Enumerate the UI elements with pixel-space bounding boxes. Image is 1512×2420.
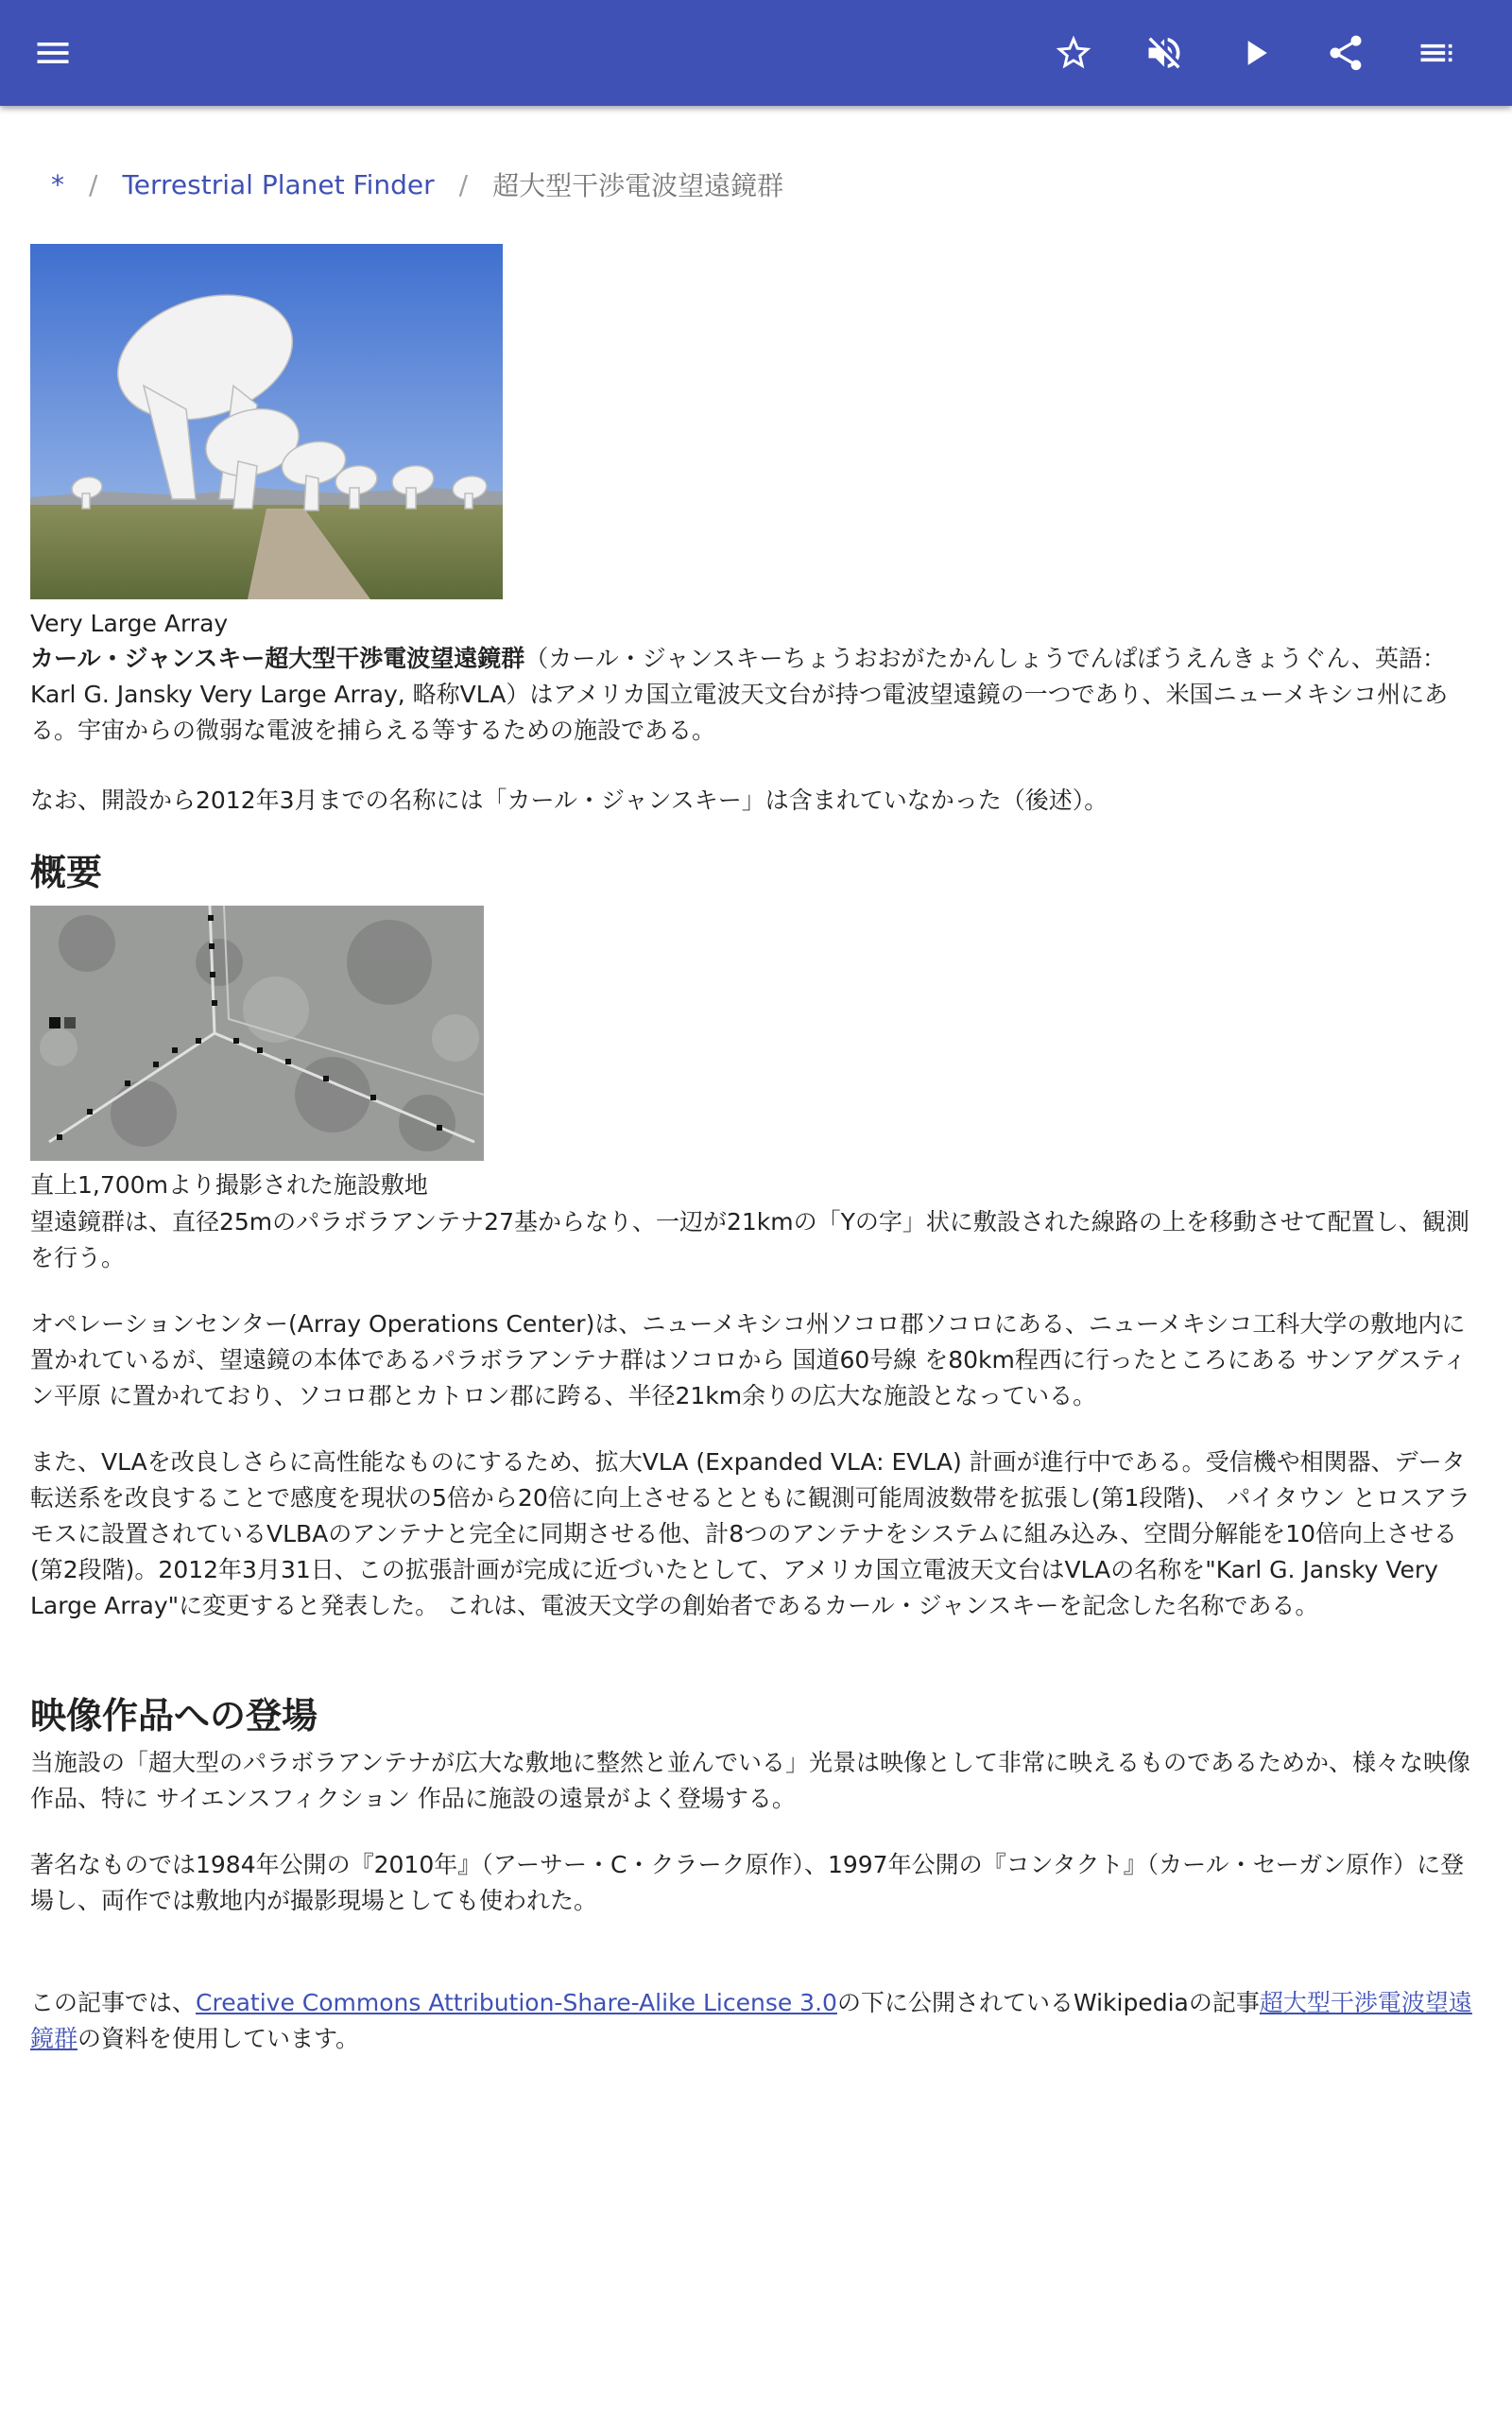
attribution-paragraph bbox=[30, 1985, 1486, 2057]
volume-off-icon bbox=[1143, 32, 1185, 74]
breadcrumb-home-link[interactable]: * bbox=[51, 168, 64, 200]
attribution-suffix: の資料を使用しています。 bbox=[77, 2025, 360, 2052]
menu-button[interactable] bbox=[26, 26, 79, 79]
bookmark-button[interactable] bbox=[1047, 26, 1100, 79]
breadcrumb-separator: / bbox=[458, 168, 469, 200]
breadcrumb-current: 超大型干渉電波望遠鏡群 bbox=[492, 170, 784, 201]
article-title-bold: カール・ジャンスキー超大型干渉電波望遠鏡群 bbox=[30, 645, 525, 672]
table-of-contents-icon bbox=[1416, 32, 1457, 74]
figure-caption: 直上1,700mより撮影された施設敷地 bbox=[30, 1171, 428, 1199]
star-outline-icon bbox=[1053, 32, 1094, 74]
share-icon bbox=[1325, 32, 1366, 74]
media-paragraph-2: 著名なものでは1984年公開の『2010年』（アーサー・C・クラーク原作）、1997年公開の『コンタクト』（カール・セーガン原作）に登場し、両作では敷地内が撮影現場としても使われた。 bbox=[30, 1851, 1465, 1914]
attribution-middle: の下に公開されているWikipediaの記事 bbox=[836, 1989, 1260, 2016]
breadcrumb bbox=[30, 151, 1486, 217]
section-heading-overview: 概要 bbox=[30, 852, 103, 893]
share-button[interactable] bbox=[1319, 26, 1372, 79]
mute-button[interactable] bbox=[1138, 26, 1191, 79]
overview-paragraph-3: また、VLAを改良しさらに高性能なものにするため、拡大VLA (Expanded VLA: EVLA) 計画が進行中である。受信機や相関器、データ転送系を改良することで感度を現状の5倍から20倍に向上させるとともに観測可能周波数帯を拡張し(第1段階)、 パイタウン とロスアラモスに設置されているVLBAのアンテナと完全に同期させる他、計8つのアンテナをシステムに組み込み、空間分解能を10倍向上させる(第2段階)。2012年3月31日、この拡張計画が完成に近づいたとして、アメリカ国立電波天文台はVLAの名称を"Karl G. Jansky Very Large Array"に変更すると発表した。 これは、電波天文学の創始者であるカール・ジャンスキーを記念した名称である。 bbox=[30, 1448, 1471, 1619]
breadcrumb-parent-link[interactable]: Terrestrial Planet Finder bbox=[122, 168, 435, 200]
hamburger-menu-icon bbox=[32, 32, 74, 74]
intro-text: （カール・ジャンスキーちょうおおがたかんしょうでんぱぼうえんきょうぐん、英語：Karl G. Jansky Very Large Array, 略称VLA）はアメリカ国立電波天文台が持つ電波望遠鏡の一つであり、米国ニューメキシコ州にある。宇宙からの微弱な電波を捕らえる等するための施設である。 bbox=[30, 645, 1449, 744]
overview-paragraph-2: オペレーションセンター(Array Operations Center)は、ニューメキシコ州ソコロ郡ソコロにある、ニューメキシコ工科大学の敷地内に置かれているが、望遠鏡の本体であるパラボラアンテナ群はソコロから 国道60号線 を80km程西に行ったところにある サンアグスティン平原 に置かれており、ソコロ郡とカトロン郡に跨る、半径21km余りの広大な施設となっている。 bbox=[30, 1310, 1468, 1409]
app-bar bbox=[0, 0, 1512, 106]
license-link[interactable]: Creative Commons Attribution-Share-Alike License 3.0 bbox=[196, 1989, 837, 2016]
intro-note-paragraph: なお、開設から2012年3月までの名称には「カール・ジャンスキー」は含まれていなかった（後述）。 bbox=[30, 786, 1108, 814]
intro-paragraph bbox=[30, 641, 1486, 749]
vla-antenna-photo[interactable] bbox=[30, 244, 503, 599]
aerial-site-photo[interactable] bbox=[30, 906, 484, 1161]
attribution-prefix: この記事では、 bbox=[30, 1989, 197, 2016]
source-article-link[interactable]: 超大型干渉電波望遠鏡群 bbox=[30, 1989, 1472, 2052]
overview-paragraph-1: 望遠鏡群は、直径25mのパラボラアンテナ27基からなり、一辺が21kmの「Yの字」状に敷設された線路の上を移動させて配置し、観測を行う。 bbox=[30, 1208, 1469, 1271]
play-icon bbox=[1234, 32, 1276, 74]
table-of-contents-button[interactable] bbox=[1410, 26, 1463, 79]
breadcrumb-separator: / bbox=[89, 168, 98, 200]
figure-caption: Very Large Array bbox=[30, 610, 229, 637]
play-button[interactable] bbox=[1228, 26, 1281, 79]
media-paragraph-1: 当施設の「超大型のパラボラアンテナが広大な敷地に整然と並んでいる」光景は映像として非常に映えるものであるためか、様々な映像作品、特に サイエンスフィクション 作品に施設の遠景がよく登場する。 bbox=[30, 1749, 1471, 1812]
section-heading-media: 映像作品への登場 bbox=[30, 1695, 318, 1737]
